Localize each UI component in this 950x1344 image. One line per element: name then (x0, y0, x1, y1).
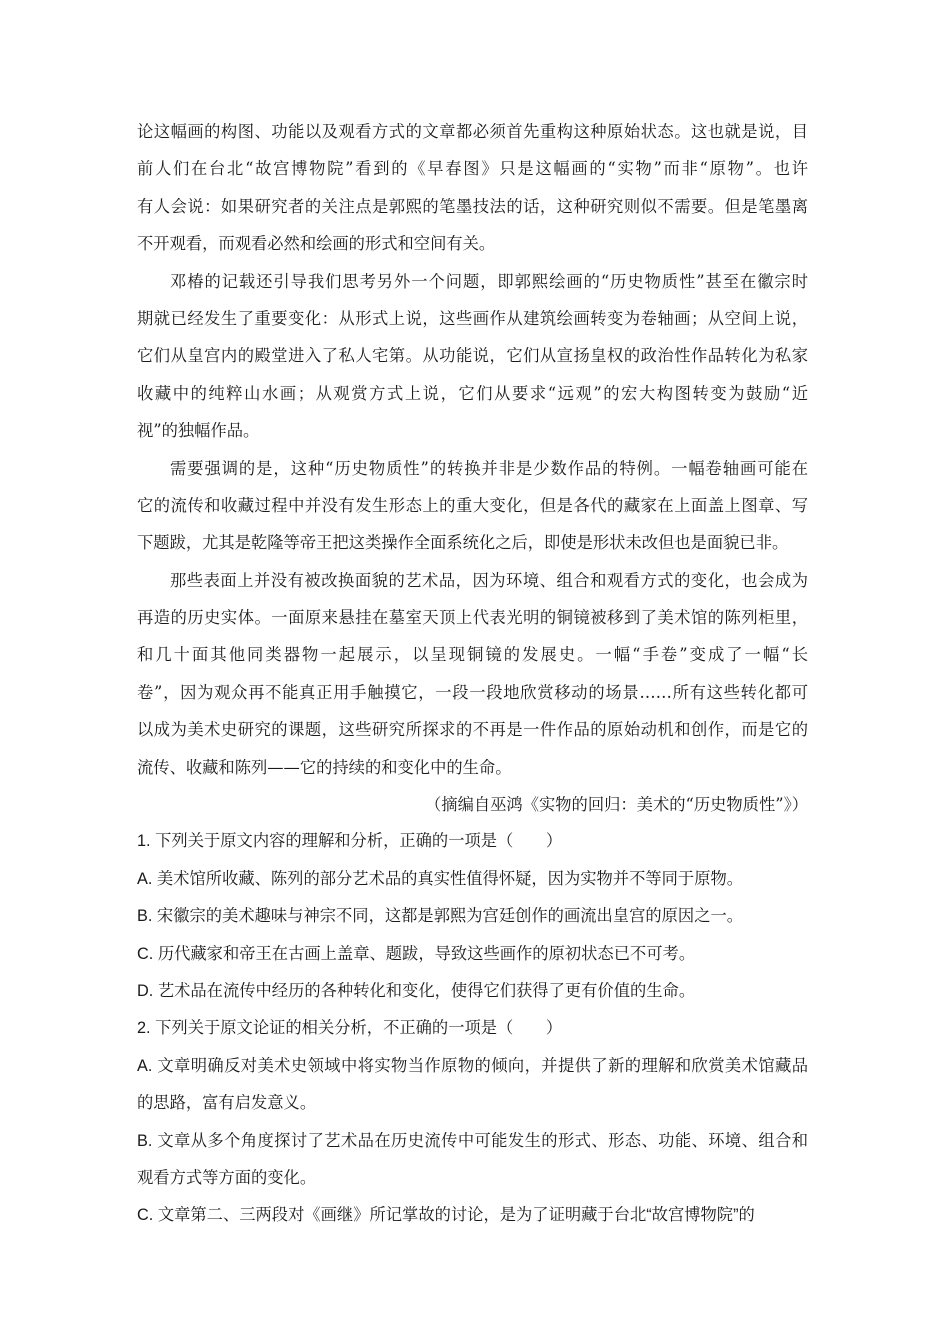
question-number: 1. (137, 832, 151, 851)
option-text: 宋徽宗的美术趣味与神宗不同，这都是郭熙为宫廷创作的画流出皇宫的原因之一。 (156, 907, 744, 926)
question-stem-line (137, 1010, 808, 1047)
text-line: 邓椿的记载还引导我们思考另外一个问题，即郭熙绘画的“历史物质性”甚至在徽宗时 (170, 271, 808, 291)
option-text: 文章明确反对美术史领域中将实物当作原物的倾向，并提供了新的理解和欣赏美术馆藏品 (157, 1056, 808, 1075)
text-line: 流传、收藏和陈列——它的持续的和变化中的生命。 (137, 757, 512, 777)
text-line: 需要强调的是，这种“历史物质性”的转换并非是少数作品的特例。一幅卷轴画可能在 (170, 458, 808, 478)
question-stem: 下列关于原文内容的理解和分析，正确的一项是（ ） (155, 832, 563, 851)
text-line: 不开观看，而观看必然和绘画的形式和空间有关。 (137, 234, 496, 254)
text-line: 有人会说：如果研究者的关注点是郭熙的笔墨技法的话，这种研究则似不需要。但是笔墨离 (137, 196, 808, 216)
option-a-continued: 的思路，富有启发意义。 (137, 1094, 317, 1113)
option-label: C. (137, 1206, 154, 1225)
text-line: 那些表面上并没有被改换面貌的艺术品，因为环境、组合和观看方式的变化，也会成为 (170, 570, 808, 590)
option-b-continued: 观看方式等方面的变化。 (137, 1168, 317, 1187)
source-citation: （摘编自巫鸿《实物的回归：美术的“历史物质性”》） (425, 795, 808, 815)
question-number: 2. (137, 1019, 151, 1038)
option-b (137, 1123, 808, 1160)
option-text: 历代藏家和帝王在古画上盖章、题跋，导致这些画作的原初状态已不可考。 (157, 944, 696, 963)
option-label: B. (137, 907, 153, 926)
text-line: 收藏中的纯粹山水画；从观赏方式上说，它们从要求“远观”的宏大构图转变为鼓励“近 (137, 383, 808, 403)
question-1 (137, 823, 808, 1010)
option-c (137, 936, 808, 973)
option-b (137, 898, 808, 935)
text-line: 以成为美术史研究的课题，这些研究所探求的不再是一件作品的原始动机和创作，而是它的 (137, 720, 808, 740)
option-d (137, 973, 808, 1010)
passage-paragraph-2 (137, 263, 808, 450)
option-a (137, 1048, 808, 1085)
option-text: 美术馆所收藏、陈列的部分艺术品的真实性值得怀疑，因为实物并不等同于原物。 (156, 869, 744, 888)
reading-passage (137, 113, 808, 823)
text-line: 它的流传和收藏过程中并没有发生形态上的重大变化，但是各代的藏家在上面盖上图章、写 (137, 495, 808, 515)
text-line: 它们从皇宫内的殿堂进入了私人宅第。从功能说，它们从宣扬皇权的政治性作品转化为私家 (137, 346, 808, 366)
text-line: 和几十面其他同类器物一起展示，以呈现铜镜的发展史。一幅“手卷”变成了一幅“长 (137, 645, 808, 665)
option-label: B. (137, 1131, 153, 1150)
option-text: 艺术品在流传中经历的各种转化和变化，使得它们获得了更有价值的生命。 (157, 981, 696, 1000)
text-line: 视”的独幅作品。 (137, 421, 260, 441)
text-line: 期就已经发生了重要变化：从形式上说，这些画作从建筑绘画转变为卷轴画；从空间上说， (137, 308, 808, 328)
option-label: D. (137, 981, 154, 1000)
passage-paragraph-1 (137, 113, 808, 263)
text-line: 前人们在台北“故宫博物院”看到的《早春图》只是这幅画的“实物”而非“原物”。也许 (137, 159, 808, 179)
option-text: 文章从多个角度探讨了艺术品在历史流传中可能发生的形式、形态、功能、环境、组合和 (157, 1131, 808, 1150)
option-label: A. (137, 869, 153, 888)
option-label: A. (137, 1056, 153, 1075)
question-stem-line (137, 823, 808, 860)
text-line: 论这幅画的构图、功能以及观看方式的文章都必须首先重构这种原始状态。这也就是说，目 (137, 122, 808, 141)
option-a (137, 861, 808, 898)
text-line: 卷”，因为观众再不能真正用手触摸它，一段一段地欣赏移动的场景……所有这些转化都可 (137, 682, 808, 702)
option-c (137, 1197, 808, 1234)
text-line: 再造的历史实体。一面原来悬挂在墓室天顶上代表光明的铜镜被移到了美术馆的陈列柜里， (137, 608, 808, 628)
questions-section (137, 823, 808, 1234)
text-line: 下题跋，尤其是乾隆等帝王把这类操作全面系统化之后，即使是形状未改但也是面貌已非。 (137, 533, 789, 553)
question-stem: 下列关于原文论证的相关分析，不正确的一项是（ ） (155, 1019, 563, 1038)
question-2 (137, 1010, 808, 1234)
passage-paragraph-4 (137, 562, 808, 786)
option-label: C. (137, 944, 154, 963)
option-text: 文章第二、三两段对《画继》所记掌故的讨论，是为了证明藏于台北“故宫博物院”的 (157, 1206, 755, 1225)
passage-paragraph-3 (137, 450, 808, 562)
